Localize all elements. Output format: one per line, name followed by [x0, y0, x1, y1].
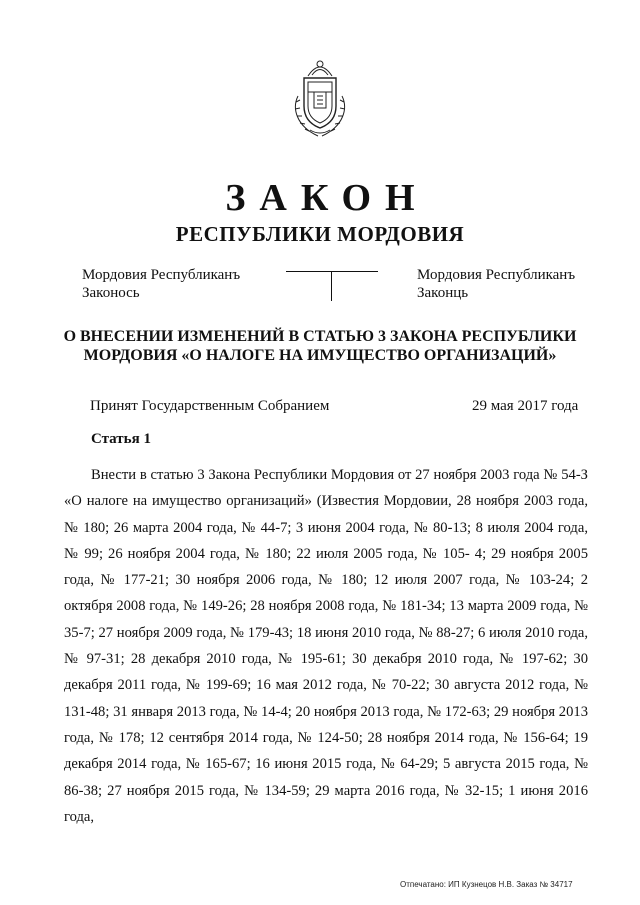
law-title-line1: О ВНЕСЕНИИ ИЗМЕНЕНИЙ В СТАТЬЮ 3 ЗАКОНА РЕСПУБЛИКИ	[63, 328, 577, 345]
printer-imprint: Отпечатано: ИП Кузнецов Н.В. Заказ № 34717	[400, 880, 573, 889]
moksha-caption-line2: Законось	[82, 285, 140, 301]
adopted-date: 29 мая 2017 года	[472, 398, 579, 414]
erzya-caption-line1: Мордовия Республиканъ	[417, 267, 576, 283]
header-divider-horizontal	[286, 271, 378, 272]
moksha-caption-line1: Мордовия Республиканъ	[82, 267, 241, 283]
article-heading: Статья 1	[91, 431, 151, 447]
adopted-by: Принят Государственным Собранием	[90, 398, 330, 414]
document-subtitle: РЕСПУБЛИКИ МОРДОВИЯ	[175, 222, 465, 246]
document-title: ЗАКОН	[225, 177, 429, 219]
header-divider-vertical	[331, 271, 332, 301]
coat-of-arms-emblem	[288, 56, 352, 140]
law-title-line2: МОРДОВИЯ «О НАЛОГЕ НА ИМУЩЕСТВО ОРГАНИЗАЦИЙ»	[83, 347, 557, 364]
law-title	[0, 327, 640, 365]
moksha-caption	[82, 266, 240, 302]
erzya-caption-line2: Законць	[417, 285, 469, 301]
article-body: Внести в статью 3 Закона Республики Мордовия от 27 ноября 2003 года № 54-З «О налоге на имущество организаций» (Известия Мордовии, 28 ноября 2003 года, № 180; 26 марта 2004 года, № 44-7; 3 июня 2004 года, № 80-13; 8 июля 2004 года, № 99; 26 ноября 2004 года, № 180; 22 июля 2005 года, № 105- 4; 29 ноября 2005 года, № 177-21; 30 ноября 2006 года, № 180; 12 июля 2007 года, № 103-24; 2 октября 2008 года, № 149-26; 28 ноября 2008 года, № 181-34; 13 марта 2009 года, № 35-7; 27 ноября 2009 года, № 179-43; 18 июня 2010 года, № 88-27; 6 июля 2010 года, № 97-31; 28 декабря 2010 года, № 195-61; 30 декабря 2010 года, № 197-62; 30 декабря 2011 года, № 199-69; 16 мая 2012 года, № 70-22; 30 августа 2012 года, № 131-48; 31 января 2013 года, № 14-4; 20 ноября 2013 года, № 172-63; 29 ноября 2013 года, № 178; 12 сентября 2014 года, № 124-50; 28 ноября 2014 года, № 156-64; 19 декабря 2014 года, № 165-67; 16 июня 2015 года, № 64-29; 5 августа 2015 года, № 86-38; 27 ноября 2015 года, № 134-59; 29 марта 2016 года, № 32-15; 1 июня 2016 года,	[64, 467, 588, 825]
erzya-caption	[417, 266, 575, 302]
